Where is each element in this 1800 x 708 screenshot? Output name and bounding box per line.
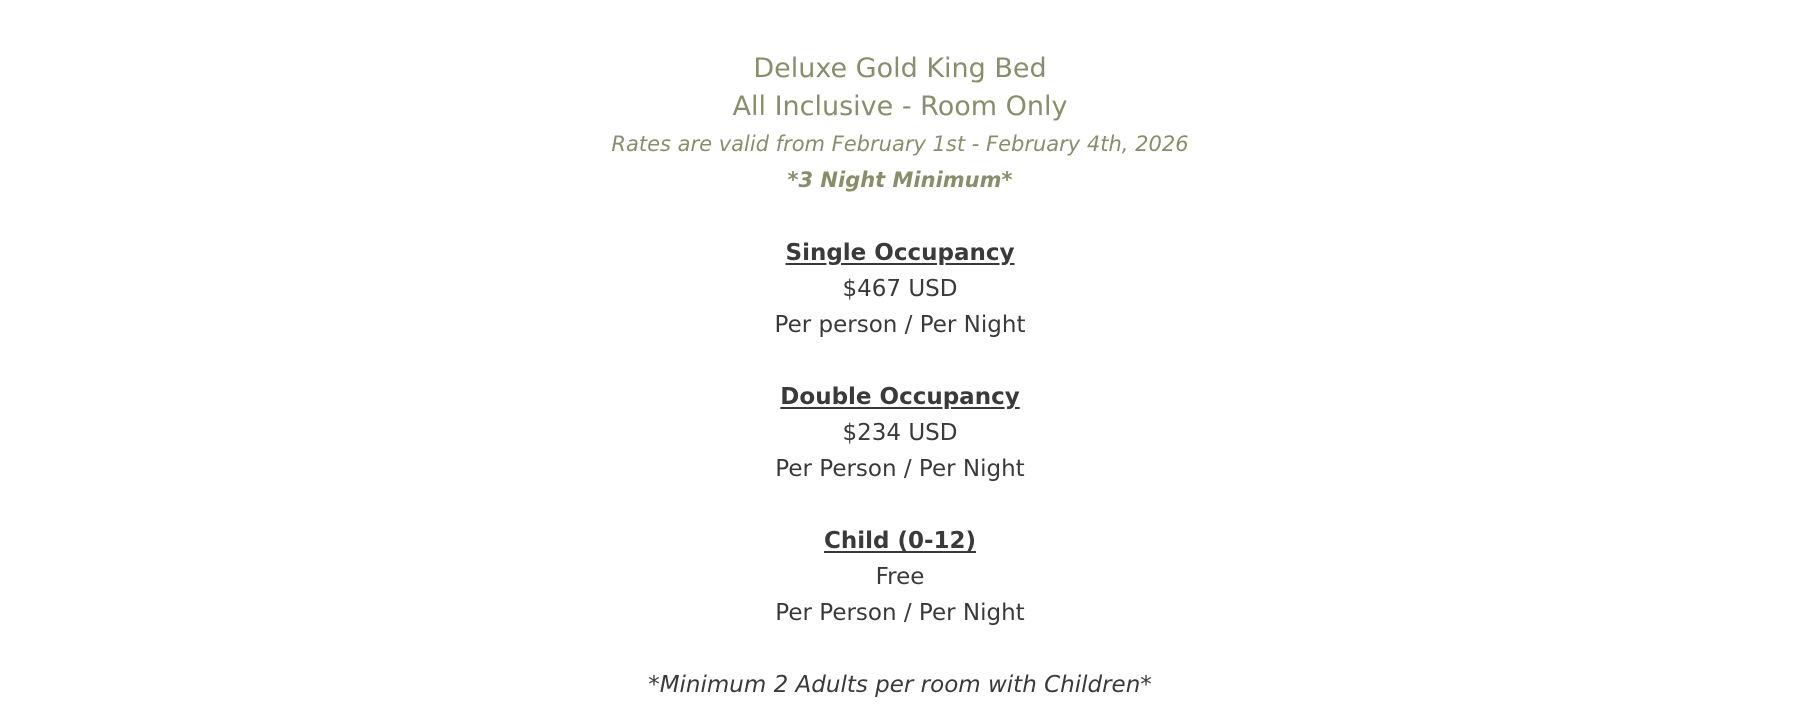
child-rate-price: Free xyxy=(875,564,925,590)
child-rate-basis: Per Person / Per Night xyxy=(775,600,1025,626)
child-rate-heading: Child (0-12) xyxy=(823,528,977,554)
double-occupancy-heading: Double Occupancy xyxy=(780,384,1020,410)
single-occupancy-price: $467 USD xyxy=(842,276,958,302)
plan-name: All Inclusive - Room Only xyxy=(732,91,1068,122)
double-occupancy-price: $234 USD xyxy=(842,420,958,446)
single-occupancy-heading: Single Occupancy xyxy=(785,240,1015,266)
rate-validity: Rates are valid from February 1st - February 4th, 2026 xyxy=(611,132,1189,156)
children-policy-note: *Minimum 2 Adults per room with Children* xyxy=(648,672,1152,698)
single-occupancy-basis: Per person / Per Night xyxy=(774,312,1026,338)
room-name: Deluxe Gold King Bed xyxy=(753,53,1047,84)
minimum-stay: *3 Night Minimum* xyxy=(787,168,1013,192)
double-occupancy-basis: Per Person / Per Night xyxy=(775,456,1025,482)
